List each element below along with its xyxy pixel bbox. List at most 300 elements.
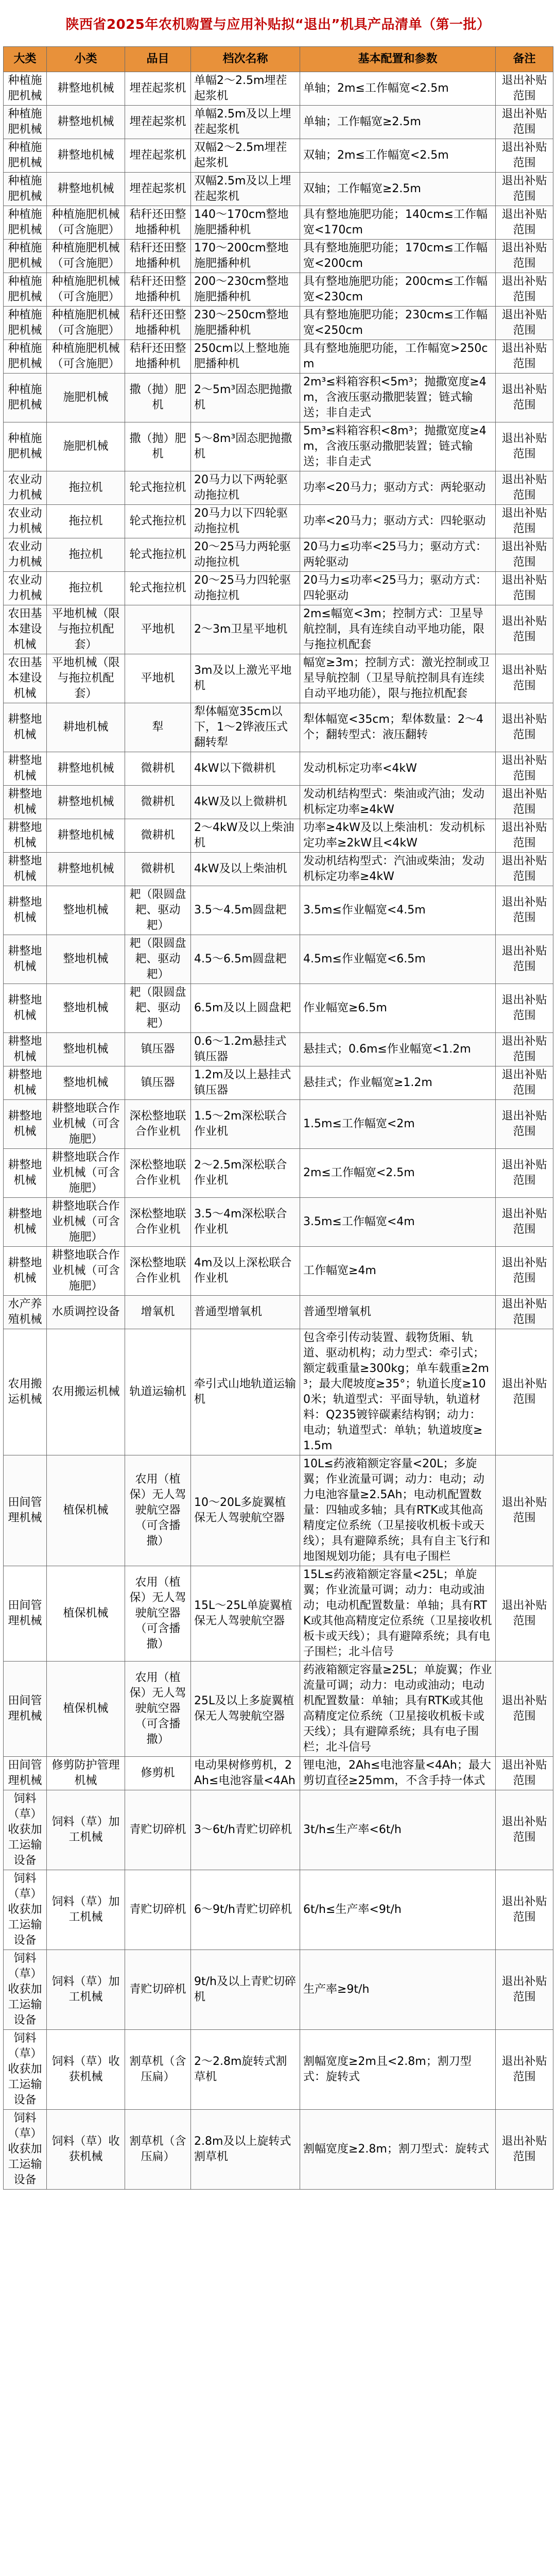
cell-subcategory: 拖拉机 bbox=[47, 471, 125, 505]
cell-remark: 退出补贴范围 bbox=[496, 1662, 553, 1757]
cell-item: 农用（植保）无人驾驶航空器（可含播撒） bbox=[125, 1566, 191, 1662]
cell-category: 农用搬运机械 bbox=[4, 1329, 47, 1455]
cell-config-params: 具有整地施肥功能；170cm≤工作幅宽<200cm bbox=[300, 240, 496, 273]
cell-category: 饲料（草）收获加工运输设备 bbox=[4, 2030, 47, 2110]
cell-category: 农业动力机械 bbox=[4, 505, 47, 538]
cell-item: 秸秆还田整地播种机 bbox=[125, 273, 191, 307]
cell-grade-name: 普通型增氧机 bbox=[191, 1296, 300, 1329]
cell-config-params: 割幅宽度≥2m且<2.8m；割刀型式：旋转式 bbox=[300, 2030, 496, 2110]
table-row bbox=[4, 1790, 553, 1870]
table-row bbox=[4, 538, 553, 572]
table-row bbox=[4, 206, 553, 240]
cell-config-params: 锂电池，2Ah≤电池容量<4Ah；最大剪切直径≥25mm，不含手持一体式 bbox=[300, 1757, 496, 1790]
table-row bbox=[4, 173, 553, 206]
cell-subcategory: 整地机械 bbox=[47, 1066, 125, 1100]
cell-remark: 退出补贴范围 bbox=[496, 173, 553, 206]
cell-item: 青贮切碎机 bbox=[125, 1790, 191, 1870]
table-row bbox=[4, 572, 553, 605]
cell-category: 饲料（草）收获加工运输设备 bbox=[4, 1870, 47, 1950]
cell-grade-name: 2～2.8m旋转式割草机 bbox=[191, 2030, 300, 2110]
cell-remark: 退出补贴范围 bbox=[496, 703, 553, 752]
cell-category: 耕整地机械 bbox=[4, 1033, 47, 1066]
table-row bbox=[4, 786, 553, 819]
cell-remark: 退出补贴范围 bbox=[496, 106, 553, 139]
table-row bbox=[4, 1198, 553, 1247]
cell-subcategory: 农用搬运机械 bbox=[47, 1329, 125, 1455]
cell-item: 轮式拖拉机 bbox=[125, 538, 191, 572]
header-category: 大类 bbox=[4, 47, 47, 72]
cell-item: 青贮切碎机 bbox=[125, 1870, 191, 1950]
table-row bbox=[4, 422, 553, 471]
table-row bbox=[4, 139, 553, 173]
cell-remark: 退出补贴范围 bbox=[496, 1790, 553, 1870]
table-row bbox=[4, 605, 553, 654]
cell-item: 农用（植保）无人驾驶航空器（可含播撒） bbox=[125, 1455, 191, 1566]
cell-subcategory: 平地机械（限与拖拉机配套） bbox=[47, 654, 125, 703]
cell-item: 深松整地联合作业机 bbox=[125, 1149, 191, 1198]
cell-subcategory: 耕整地联合作业机械（可含施肥） bbox=[47, 1247, 125, 1296]
cell-category: 种植施肥机械 bbox=[4, 173, 47, 206]
cell-remark: 退出补贴范围 bbox=[496, 1033, 553, 1066]
cell-grade-name: 3.5～4.5m圆盘耙 bbox=[191, 886, 300, 935]
cell-subcategory: 施肥机械 bbox=[47, 374, 125, 422]
table-row bbox=[4, 1296, 553, 1329]
cell-subcategory: 拖拉机 bbox=[47, 572, 125, 605]
cell-item: 青贮切碎机 bbox=[125, 1950, 191, 2030]
table-row bbox=[4, 752, 553, 786]
cell-remark: 退出补贴范围 bbox=[496, 72, 553, 106]
cell-item: 割草机（含压扁） bbox=[125, 2110, 191, 2190]
cell-remark: 退出补贴范围 bbox=[496, 1757, 553, 1790]
cell-item: 农用（植保）无人驾驶航空器（可含播撒） bbox=[125, 1662, 191, 1757]
cell-config-params: 单轴；工作幅宽≥2.5m bbox=[300, 106, 496, 139]
cell-item: 犁 bbox=[125, 703, 191, 752]
cell-remark: 退出补贴范围 bbox=[496, 786, 553, 819]
page-title: 陕西省2025年农机购置与应用补贴拟“退出”机具产品清单（第一批） bbox=[65, 16, 491, 32]
cell-config-params: 3.5m≤工作幅宽<4m bbox=[300, 1198, 496, 1247]
cell-subcategory: 种植施肥机械（可含施肥） bbox=[47, 206, 125, 240]
cell-grade-name: 2～3m卫星平地机 bbox=[191, 605, 300, 654]
table-row bbox=[4, 106, 553, 139]
cell-grade-name: 电动果树修剪机，2Ah≤电池容量<4Ah bbox=[191, 1757, 300, 1790]
cell-grade-name: 1.5～2m深松联合作业机 bbox=[191, 1100, 300, 1149]
cell-remark: 退出补贴范围 bbox=[496, 654, 553, 703]
cell-subcategory: 施肥机械 bbox=[47, 422, 125, 471]
cell-category: 饲料（草）收获加工运输设备 bbox=[4, 2110, 47, 2190]
header-remark: 备注 bbox=[496, 47, 553, 72]
cell-category: 种植施肥机械 bbox=[4, 374, 47, 422]
cell-category: 耕整地机械 bbox=[4, 1247, 47, 1296]
cell-item: 微耕机 bbox=[125, 786, 191, 819]
cell-subcategory: 饲料（草）加工机械 bbox=[47, 1790, 125, 1870]
cell-grade-name: 230～250cm整地施肥播种机 bbox=[191, 307, 300, 340]
table-row bbox=[4, 505, 553, 538]
cell-config-params: 功率<20马力；驱动方式：两轮驱动 bbox=[300, 471, 496, 505]
table-row bbox=[4, 2030, 553, 2110]
cell-grade-name: 20～25马力四轮驱动拖拉机 bbox=[191, 572, 300, 605]
table-row bbox=[4, 1757, 553, 1790]
cell-remark: 退出补贴范围 bbox=[496, 374, 553, 422]
header-subcategory: 小类 bbox=[47, 47, 125, 72]
cell-item: 秸秆还田整地播种机 bbox=[125, 307, 191, 340]
cell-category: 种植施肥机械 bbox=[4, 106, 47, 139]
cell-config-params: 双轴；工作幅宽≥2.5m bbox=[300, 173, 496, 206]
cell-subcategory: 种植施肥机械（可含施肥） bbox=[47, 273, 125, 307]
cell-grade-name: 3.5～4m深松联合作业机 bbox=[191, 1198, 300, 1247]
cell-remark: 退出补贴范围 bbox=[496, 1329, 553, 1455]
cell-grade-name: 1.2m及以上悬挂式镇压器 bbox=[191, 1066, 300, 1100]
cell-config-params: 发动机结构型式：汽油或柴油；发动机标定功率≥4kW bbox=[300, 853, 496, 886]
cell-category: 种植施肥机械 bbox=[4, 307, 47, 340]
cell-config-params: 5m³≤料箱容积<8m³；抛撒宽度≥4m，含液压驱动撒肥装置；链式输送；非自走式 bbox=[300, 422, 496, 471]
cell-config-params: 具有整地施肥功能；140cm≤工作幅宽<170cm bbox=[300, 206, 496, 240]
cell-config-params: 20马力≤功率<25马力；驱动方式：两轮驱动 bbox=[300, 538, 496, 572]
cell-subcategory: 整地机械 bbox=[47, 886, 125, 935]
cell-subcategory: 耕整地联合作业机械（可含施肥） bbox=[47, 1149, 125, 1198]
table-row bbox=[4, 1662, 553, 1757]
cell-subcategory: 耕整地机械 bbox=[47, 72, 125, 106]
table-row bbox=[4, 654, 553, 703]
cell-category: 田间管理机械 bbox=[4, 1662, 47, 1757]
cell-category: 种植施肥机械 bbox=[4, 240, 47, 273]
cell-config-params: 3t/h≤生产率<6t/h bbox=[300, 1790, 496, 1870]
cell-config-params: 功率≥4kW及以上柴油机：发动机标定功率≥2kW且<4kW bbox=[300, 819, 496, 853]
cell-remark: 退出补贴范围 bbox=[496, 1149, 553, 1198]
cell-item: 深松整地联合作业机 bbox=[125, 1198, 191, 1247]
cell-remark: 退出补贴范围 bbox=[496, 538, 553, 572]
cell-grade-name: 单幅2.5m及以上埋茬起浆机 bbox=[191, 106, 300, 139]
cell-remark: 退出补贴范围 bbox=[496, 273, 553, 307]
table-row bbox=[4, 1066, 553, 1100]
cell-item: 深松整地联合作业机 bbox=[125, 1100, 191, 1149]
cell-subcategory: 修剪防护管理机械 bbox=[47, 1757, 125, 1790]
cell-grade-name: 3～6t/h青贮切碎机 bbox=[191, 1790, 300, 1870]
cell-remark: 退出补贴范围 bbox=[496, 2110, 553, 2190]
cell-subcategory: 整地机械 bbox=[47, 1033, 125, 1066]
cell-config-params: 发动机标定功率<4kW bbox=[300, 752, 496, 786]
cell-subcategory: 种植施肥机械（可含施肥） bbox=[47, 240, 125, 273]
cell-grade-name: 6～9t/h青贮切碎机 bbox=[191, 1870, 300, 1950]
cell-config-params: 犁体幅宽<35cm；犁体数量：2～4个；翻转型式：液压翻转 bbox=[300, 703, 496, 752]
cell-grade-name: 25L及以上多旋翼植保无人驾驶航空器 bbox=[191, 1662, 300, 1757]
cell-config-params: 具有整地施肥功能；200cm≤工作幅宽<230cm bbox=[300, 273, 496, 307]
cell-config-params: 普通型增氧机 bbox=[300, 1296, 496, 1329]
cell-category: 耕整地机械 bbox=[4, 1066, 47, 1100]
cell-category: 农田基本建设机械 bbox=[4, 605, 47, 654]
cell-category: 饲料（草）收获加工运输设备 bbox=[4, 1950, 47, 2030]
cell-item: 平地机 bbox=[125, 654, 191, 703]
table-row bbox=[4, 471, 553, 505]
cell-config-params: 双轴；2m≤工作幅宽<2.5m bbox=[300, 139, 496, 173]
cell-item: 埋茬起浆机 bbox=[125, 173, 191, 206]
cell-grade-name: 牵引式山地轨道运输机 bbox=[191, 1329, 300, 1455]
cell-category: 耕整地机械 bbox=[4, 886, 47, 935]
cell-item: 修剪机 bbox=[125, 1757, 191, 1790]
cell-subcategory: 整地机械 bbox=[47, 935, 125, 984]
cell-remark: 退出补贴范围 bbox=[496, 1566, 553, 1662]
cell-category: 农业动力机械 bbox=[4, 572, 47, 605]
cell-config-params: 3.5m≤作业幅宽<4.5m bbox=[300, 886, 496, 935]
cell-category: 耕整地机械 bbox=[4, 935, 47, 984]
cell-category: 耕整地机械 bbox=[4, 703, 47, 752]
cell-item: 微耕机 bbox=[125, 853, 191, 886]
cell-grade-name: 5～8m³固态肥抛撒机 bbox=[191, 422, 300, 471]
cell-remark: 退出补贴范围 bbox=[496, 1247, 553, 1296]
cell-category: 耕整地机械 bbox=[4, 786, 47, 819]
cell-category: 耕整地机械 bbox=[4, 752, 47, 786]
cell-category: 农业动力机械 bbox=[4, 471, 47, 505]
cell-grade-name: 单幅2～2.5m埋茬起浆机 bbox=[191, 72, 300, 106]
table-body bbox=[4, 72, 553, 2190]
cell-category: 农田基本建设机械 bbox=[4, 654, 47, 703]
cell-remark: 退出补贴范围 bbox=[496, 1870, 553, 1950]
cell-remark: 退出补贴范围 bbox=[496, 1455, 553, 1566]
cell-category: 种植施肥机械 bbox=[4, 340, 47, 374]
header-item: 品目 bbox=[125, 47, 191, 72]
cell-item: 秸秆还田整地播种机 bbox=[125, 240, 191, 273]
cell-item: 微耕机 bbox=[125, 819, 191, 853]
cell-remark: 退出补贴范围 bbox=[496, 422, 553, 471]
cell-config-params: 20马力≤功率<25马力；驱动方式：四轮驱动 bbox=[300, 572, 496, 605]
cell-grade-name: 2～4kW及以上柴油机 bbox=[191, 819, 300, 853]
cell-subcategory: 耕整地机械 bbox=[47, 819, 125, 853]
cell-item: 轮式拖拉机 bbox=[125, 505, 191, 538]
cell-grade-name: 双幅2～2.5m埋茬起浆机 bbox=[191, 139, 300, 173]
cell-config-params: 具有整地施肥功能，工作幅宽>250cm bbox=[300, 340, 496, 374]
cell-item: 埋茬起浆机 bbox=[125, 106, 191, 139]
table-row bbox=[4, 819, 553, 853]
cell-config-params: 割幅宽度≥2.8m；割刀型式：旋转式 bbox=[300, 2110, 496, 2190]
cell-subcategory: 平地机械（限与拖拉机配套） bbox=[47, 605, 125, 654]
cell-grade-name: 双幅2.5m及以上埋茬起浆机 bbox=[191, 173, 300, 206]
cell-category: 饲料（草）收获加工运输设备 bbox=[4, 1790, 47, 1870]
cell-subcategory: 耕整地机械 bbox=[47, 853, 125, 886]
cell-category: 种植施肥机械 bbox=[4, 206, 47, 240]
table-row bbox=[4, 984, 553, 1033]
cell-remark: 退出补贴范围 bbox=[496, 752, 553, 786]
cell-subcategory: 耕整地联合作业机械（可含施肥） bbox=[47, 1100, 125, 1149]
cell-config-params: 药液箱额定容量≥25L；单旋翼；作业流量可调；动力：电动或油动；电动机配置数量：单轴；具有RTK或其他高精度定位系统（卫星接收机板卡或天线）；具有避障系统；具有电子围栏；北斗信号 bbox=[300, 1662, 496, 1757]
cell-remark: 退出补贴范围 bbox=[496, 471, 553, 505]
table-row bbox=[4, 886, 553, 935]
cell-item: 割草机（含压扁） bbox=[125, 2030, 191, 2110]
cell-subcategory: 耕整地机械 bbox=[47, 752, 125, 786]
cell-category: 耕整地机械 bbox=[4, 1149, 47, 1198]
cell-item: 秸秆还田整地播种机 bbox=[125, 340, 191, 374]
cell-subcategory: 饲料（草）收获机械 bbox=[47, 2030, 125, 2110]
table-row bbox=[4, 273, 553, 307]
table-row bbox=[4, 1566, 553, 1662]
cell-subcategory: 耕整地机械 bbox=[47, 786, 125, 819]
cell-category: 水产养殖机械 bbox=[4, 1296, 47, 1329]
cell-config-params: 作业幅宽≥6.5m bbox=[300, 984, 496, 1033]
cell-config-params: 功率<20马力；驱动方式：四轮驱动 bbox=[300, 505, 496, 538]
header-grade-name: 档次名称 bbox=[191, 47, 300, 72]
cell-remark: 退出补贴范围 bbox=[496, 340, 553, 374]
cell-remark: 退出补贴范围 bbox=[496, 853, 553, 886]
cell-grade-name: 15L～25L单旋翼植保无人驾驶航空器 bbox=[191, 1566, 300, 1662]
cell-subcategory: 植保机械 bbox=[47, 1662, 125, 1757]
cell-item: 撒（抛）肥机 bbox=[125, 422, 191, 471]
cell-subcategory: 饲料（草）收获机械 bbox=[47, 2110, 125, 2190]
cell-remark: 退出补贴范围 bbox=[496, 1198, 553, 1247]
cell-category: 耕整地机械 bbox=[4, 984, 47, 1033]
cell-config-params: 2m≤工作幅宽<2.5m bbox=[300, 1149, 496, 1198]
cell-item: 镇压器 bbox=[125, 1033, 191, 1066]
table-row bbox=[4, 2110, 553, 2190]
cell-category: 田间管理机械 bbox=[4, 1757, 47, 1790]
cell-remark: 退出补贴范围 bbox=[496, 1950, 553, 2030]
cell-grade-name: 20马力以下两轮驱动拖拉机 bbox=[191, 471, 300, 505]
cell-subcategory: 植保机械 bbox=[47, 1566, 125, 1662]
cell-config-params: 发动机结构型式：柴油或汽油；发动机标定功率≥4kW bbox=[300, 786, 496, 819]
cell-category: 耕整地机械 bbox=[4, 1100, 47, 1149]
table-header-row bbox=[4, 47, 553, 72]
cell-subcategory: 种植施肥机械（可含施肥） bbox=[47, 307, 125, 340]
table-row bbox=[4, 1329, 553, 1455]
cell-subcategory: 拖拉机 bbox=[47, 505, 125, 538]
cell-config-params: 工作幅宽≥4m bbox=[300, 1247, 496, 1296]
cell-config-params: 2m³≤料箱容积<5m³；抛撒宽度≥4m，含液压驱动撒肥装置；链式输送；非自走式 bbox=[300, 374, 496, 422]
cell-grade-name: 6.5m及以上圆盘耙 bbox=[191, 984, 300, 1033]
cell-category: 耕整地机械 bbox=[4, 819, 47, 853]
cell-grade-name: 20～25马力两轮驱动拖拉机 bbox=[191, 538, 300, 572]
cell-grade-name: 20马力以下四轮驱动拖拉机 bbox=[191, 505, 300, 538]
cell-config-params: 1.5m≤工作幅宽<2m bbox=[300, 1100, 496, 1149]
cell-category: 种植施肥机械 bbox=[4, 139, 47, 173]
cell-grade-name: 4.5～6.5m圆盘耙 bbox=[191, 935, 300, 984]
header-config-params: 基本配置和参数 bbox=[300, 47, 496, 72]
cell-item: 增氧机 bbox=[125, 1296, 191, 1329]
cell-config-params: 单轴；2m≤工作幅宽<2.5m bbox=[300, 72, 496, 106]
cell-remark: 退出补贴范围 bbox=[496, 505, 553, 538]
cell-remark: 退出补贴范围 bbox=[496, 984, 553, 1033]
table-row bbox=[4, 72, 553, 106]
cell-remark: 退出补贴范围 bbox=[496, 307, 553, 340]
cell-grade-name: 4kW以下微耕机 bbox=[191, 752, 300, 786]
cell-category: 种植施肥机械 bbox=[4, 72, 47, 106]
cell-config-params: 6t/h≤生产率<9t/h bbox=[300, 1870, 496, 1950]
cell-config-params: 悬挂式；作业幅宽≥1.2m bbox=[300, 1066, 496, 1100]
cell-item: 撒（抛）肥机 bbox=[125, 374, 191, 422]
cell-subcategory: 整地机械 bbox=[47, 984, 125, 1033]
cell-subcategory: 耕地机械 bbox=[47, 703, 125, 752]
cell-item: 秸秆还田整地播种机 bbox=[125, 206, 191, 240]
cell-category: 种植施肥机械 bbox=[4, 273, 47, 307]
table-row bbox=[4, 1033, 553, 1066]
cell-remark: 退出补贴范围 bbox=[496, 1066, 553, 1100]
cell-item: 耙（限圆盘耙、驱动耙） bbox=[125, 935, 191, 984]
cell-subcategory: 耕整地机械 bbox=[47, 139, 125, 173]
cell-remark: 退出补贴范围 bbox=[496, 819, 553, 853]
table-row bbox=[4, 703, 553, 752]
table-row bbox=[4, 1870, 553, 1950]
cell-subcategory: 耕整地联合作业机械（可含施肥） bbox=[47, 1198, 125, 1247]
cell-config-params: 15L≤药液箱额定容量<25L；单旋翼；作业流量可调；动力：电动或油动；电动机配置数量：单轴；具有RTK或其他高精度定位系统（卫星接收机板卡或天线）；具有避障系统；具有电子围栏；北斗信号 bbox=[300, 1566, 496, 1662]
cell-remark: 退出补贴范围 bbox=[496, 935, 553, 984]
cell-item: 埋茬起浆机 bbox=[125, 72, 191, 106]
cell-subcategory: 种植施肥机械（可含施肥） bbox=[47, 340, 125, 374]
cell-config-params: 具有整地施肥功能；230cm≤工作幅宽<250cm bbox=[300, 307, 496, 340]
table-row bbox=[4, 853, 553, 886]
cell-category: 耕整地机械 bbox=[4, 1198, 47, 1247]
cell-item: 镇压器 bbox=[125, 1066, 191, 1100]
table-row bbox=[4, 240, 553, 273]
cell-grade-name: 170～200cm整地施肥播种机 bbox=[191, 240, 300, 273]
cell-category: 耕整地机械 bbox=[4, 853, 47, 886]
cell-item: 耙（限圆盘耙、驱动耙） bbox=[125, 886, 191, 935]
cell-grade-name: 2～5m³固态肥抛撒机 bbox=[191, 374, 300, 422]
cell-subcategory: 耕整地机械 bbox=[47, 173, 125, 206]
cell-remark: 退出补贴范围 bbox=[496, 2030, 553, 2110]
table-row bbox=[4, 1455, 553, 1566]
cell-item: 耙（限圆盘耙、驱动耙） bbox=[125, 984, 191, 1033]
cell-grade-name: 0.6～1.2m悬挂式镇压器 bbox=[191, 1033, 300, 1066]
cell-remark: 退出补贴范围 bbox=[496, 1100, 553, 1149]
table-row bbox=[4, 1100, 553, 1149]
table-row bbox=[4, 935, 553, 984]
cell-config-params: 悬挂式；0.6m≤作业幅宽<1.2m bbox=[300, 1033, 496, 1066]
cell-remark: 退出补贴范围 bbox=[496, 139, 553, 173]
cell-remark: 退出补贴范围 bbox=[496, 1296, 553, 1329]
table-row bbox=[4, 374, 553, 422]
cell-subcategory: 拖拉机 bbox=[47, 538, 125, 572]
cell-grade-name: 200～230cm整地施肥播种机 bbox=[191, 273, 300, 307]
cell-subcategory: 饲料（草）加工机械 bbox=[47, 1870, 125, 1950]
cell-grade-name: 3m及以上激光平地机 bbox=[191, 654, 300, 703]
cell-item: 轮式拖拉机 bbox=[125, 572, 191, 605]
cell-category: 农业动力机械 bbox=[4, 538, 47, 572]
cell-config-params: 4.5m≤作业幅宽<6.5m bbox=[300, 935, 496, 984]
cell-item: 微耕机 bbox=[125, 752, 191, 786]
cell-config-params: 2m≤幅宽<3m；控制方式：卫星导航控制，具有连续自动平地功能，限与拖拉机配套 bbox=[300, 605, 496, 654]
cell-remark: 退出补贴范围 bbox=[496, 206, 553, 240]
cell-item: 轮式拖拉机 bbox=[125, 471, 191, 505]
cell-remark: 退出补贴范围 bbox=[496, 605, 553, 654]
cell-remark: 退出补贴范围 bbox=[496, 240, 553, 273]
cell-grade-name: 250cm以上整地施肥播种机 bbox=[191, 340, 300, 374]
table-row bbox=[4, 307, 553, 340]
cell-item: 埋茬起浆机 bbox=[125, 139, 191, 173]
cell-subcategory: 耕整地机械 bbox=[47, 106, 125, 139]
cell-subcategory: 植保机械 bbox=[47, 1455, 125, 1566]
cell-category: 种植施肥机械 bbox=[4, 422, 47, 471]
cell-grade-name: 2.8m及以上旋转式割草机 bbox=[191, 2110, 300, 2190]
cell-remark: 退出补贴范围 bbox=[496, 572, 553, 605]
cell-config-params: 幅宽≥3m；控制方式：激光控制或卫星导航控制（卫星导航控制具有连续自动平地功能），限与拖拉机配套 bbox=[300, 654, 496, 703]
cell-grade-name: 9t/h及以上青贮切碎机 bbox=[191, 1950, 300, 2030]
cell-config-params: 包含牵引传动装置、载物货厢、轨道、驱动机构；动力型式：牵引式；额定载重量≥300kg；单车载重≥2m³；最大爬坡度≥35°；轨道长度≥100米；轨道型式：平面导轨，轨道材料：Q235镀锌碳素结构钢；动力：电动；轨道型式：单轨；轨道坡度≥1.5m bbox=[300, 1329, 496, 1455]
product-table bbox=[3, 46, 553, 2190]
table-row bbox=[4, 1247, 553, 1296]
cell-subcategory: 水质调控设备 bbox=[47, 1296, 125, 1329]
cell-grade-name: 犁体幅宽35cm以下，1～2铧液压式翻转犁 bbox=[191, 703, 300, 752]
cell-config-params: 生产率≥9t/h bbox=[300, 1950, 496, 2030]
cell-grade-name: 4m及以上深松联合作业机 bbox=[191, 1247, 300, 1296]
table-row bbox=[4, 1950, 553, 2030]
cell-grade-name: 4kW及以上微耕机 bbox=[191, 786, 300, 819]
table-row bbox=[4, 1149, 553, 1198]
cell-grade-name: 10～20L多旋翼植保无人驾驶航空器 bbox=[191, 1455, 300, 1566]
cell-item: 深松整地联合作业机 bbox=[125, 1247, 191, 1296]
cell-remark: 退出补贴范围 bbox=[496, 886, 553, 935]
cell-item: 平地机 bbox=[125, 605, 191, 654]
cell-grade-name: 4kW及以上柴油机 bbox=[191, 853, 300, 886]
cell-config-params: 10L≤药液箱额定容量<20L；多旋翼；作业流量可调；动力：电动；动力电池容量≥2.5Ah；电动机配置数量：四轴或多轴；具有RTK或其他高精度定位系统（卫星接收机板卡或天线）；具有避障系统；具有自主飞行和地图规划功能；具有电子围栏 bbox=[300, 1455, 496, 1566]
cell-grade-name: 2～2.5m深松联合作业机 bbox=[191, 1149, 300, 1198]
cell-grade-name: 140～170cm整地施肥播种机 bbox=[191, 206, 300, 240]
cell-subcategory: 饲料（草）加工机械 bbox=[47, 1950, 125, 2030]
